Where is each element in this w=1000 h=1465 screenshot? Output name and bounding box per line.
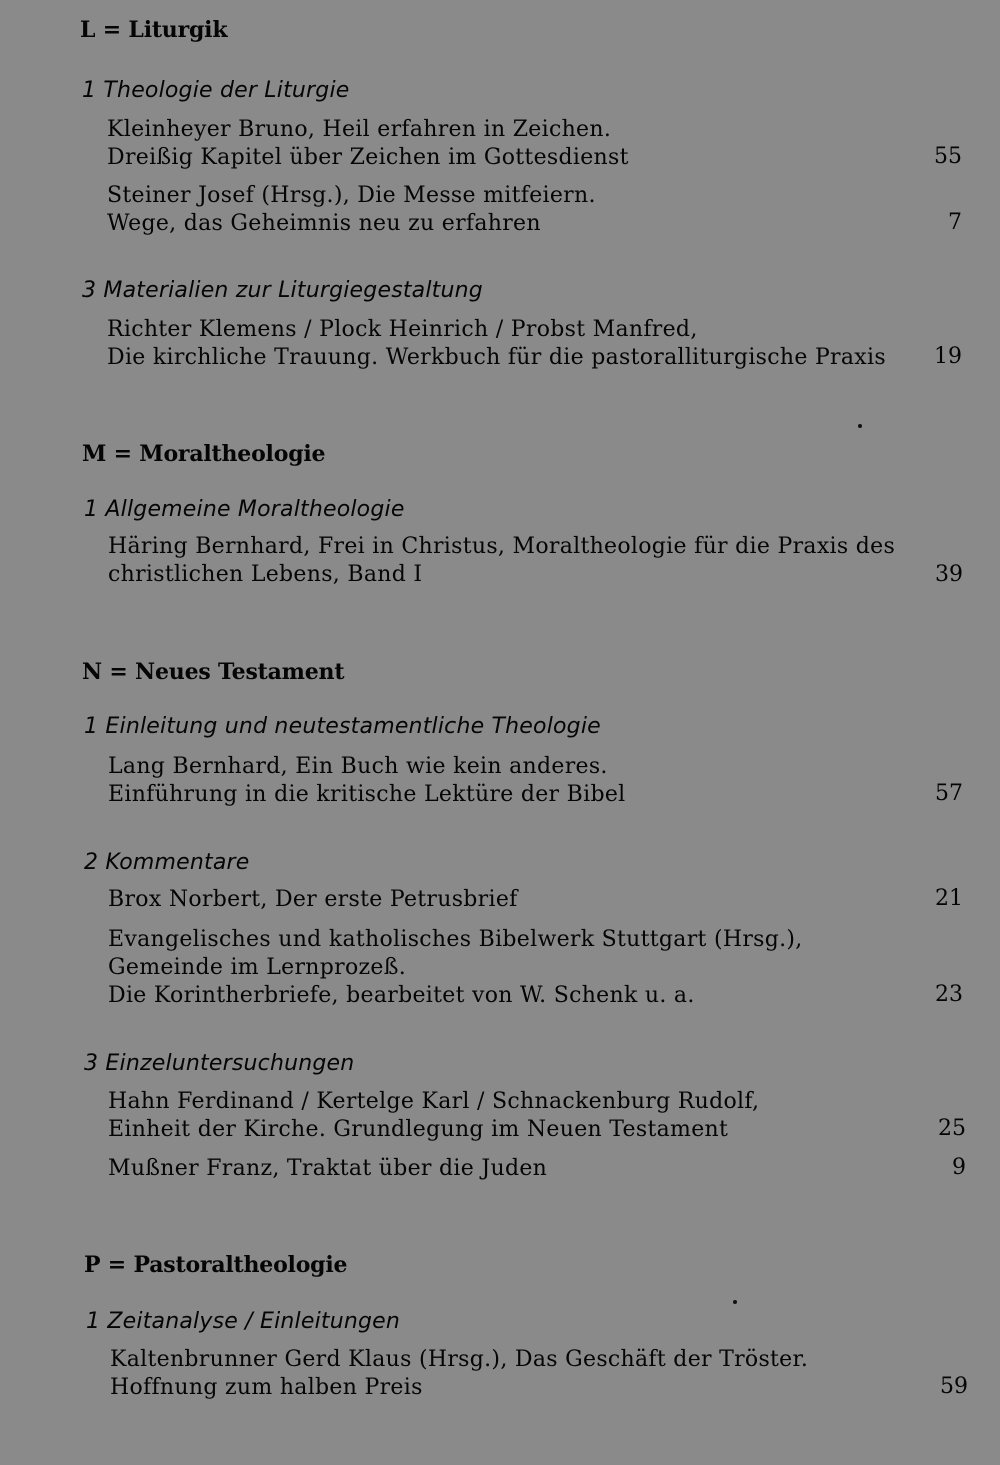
page-number: 21 — [935, 886, 963, 911]
subsection-title: Einzeluntersuchungen — [105, 1051, 355, 1076]
page-number: 23 — [935, 982, 963, 1007]
page-number: 39 — [935, 562, 963, 587]
subsection-number: 1 — [86, 1309, 101, 1334]
entry-line: Kaltenbrunner Gerd Klaus (Hrsg.), Das Geschäft der Tröster. — [110, 1347, 809, 1372]
subsection-number: 3 — [82, 278, 97, 303]
index-entry — [107, 182, 596, 238]
page-number: 9 — [952, 1155, 966, 1180]
entry-line: Einheit der Kirche. Grundlegung im Neuen Testament — [108, 1117, 729, 1142]
entry-line: Richter Klemens / Plock Heinrich / Probst Manfred, — [107, 317, 698, 342]
section-heading: N = Neues Testament — [82, 659, 345, 685]
subsection-number: 1 — [84, 497, 99, 522]
subsection-number: 3 — [84, 1051, 99, 1076]
index-entry — [108, 1155, 547, 1183]
subsection-number: 1 — [82, 78, 97, 103]
subsection-heading — [84, 497, 405, 522]
subsection-heading — [84, 714, 601, 739]
entry-line: Hahn Ferdinand / Kertelge Karl / Schnackenburg Rudolf, — [108, 1089, 760, 1114]
entry-line: Gemeinde im Lernprozeß. — [108, 955, 407, 980]
entry-line: Steiner Josef (Hrsg.), Die Messe mitfeiern. — [107, 183, 596, 208]
page-number: 25 — [938, 1116, 966, 1141]
subsection-title: Einleitung und neutestamentliche Theologie — [105, 714, 601, 739]
entry-line: Mußner Franz, Traktat über die Juden — [108, 1156, 548, 1181]
subsection-heading — [84, 850, 250, 875]
subsection-title: Theologie der Liturgie — [103, 78, 350, 103]
page-number: 19 — [934, 344, 962, 369]
index-entry — [108, 753, 626, 809]
speck-mark — [733, 1300, 737, 1304]
entry-line: Einführung in die kritische Lektüre der Bibel — [108, 782, 626, 807]
page-number: 7 — [948, 210, 962, 235]
subsection-title: Zeitanalyse / Einleitungen — [107, 1309, 401, 1334]
page-number: 55 — [934, 144, 962, 169]
index-entry — [108, 533, 895, 589]
index-entry — [108, 926, 803, 1010]
index-entry — [107, 116, 629, 172]
subsection-heading — [86, 1309, 400, 1334]
index-entry — [108, 886, 518, 914]
subsection-number: 2 — [84, 850, 99, 875]
entry-line: Kleinheyer Bruno, Heil erfahren in Zeichen. — [107, 117, 612, 142]
section-heading: L = Liturgik — [80, 17, 228, 43]
entry-line: christlichen Lebens, Band I — [108, 562, 423, 587]
subsection-heading — [84, 1051, 354, 1076]
index-entry — [110, 1346, 808, 1402]
speck-mark — [858, 424, 862, 428]
index-entry — [107, 316, 886, 372]
entry-line: Die kirchliche Trauung. Werkbuch für die pastoralliturgische Praxis — [107, 345, 886, 370]
subsection-number: 1 — [84, 714, 99, 739]
page-number: 59 — [940, 1374, 968, 1399]
entry-line: Evangelisches und katholisches Bibelwerk Stuttgart (Hrsg.), — [108, 927, 803, 952]
entry-line: Häring Bernhard, Frei in Christus, Moraltheologie für die Praxis des — [108, 534, 896, 559]
section-heading: M = Moraltheologie — [82, 441, 326, 467]
section-heading: P = Pastoraltheologie — [84, 1252, 348, 1278]
entry-line: Die Korintherbriefe, bearbeitet von W. Schenk u. a. — [108, 983, 695, 1008]
subsection-title: Kommentare — [105, 850, 250, 875]
index-entry — [108, 1088, 759, 1144]
page-number: 57 — [935, 781, 963, 806]
entry-line: Wege, das Geheimnis neu zu erfahren — [107, 211, 541, 236]
entry-line: Lang Bernhard, Ein Buch wie kein anderes. — [108, 754, 608, 779]
entry-line: Dreißig Kapitel über Zeichen im Gottesdienst — [107, 145, 629, 170]
subsection-title: Allgemeine Moraltheologie — [105, 497, 405, 522]
entry-line: Hoffnung zum halben Preis — [110, 1375, 423, 1400]
subsection-heading — [82, 78, 350, 103]
subsection-title: Materialien zur Liturgiegestaltung — [103, 278, 483, 303]
entry-line: Brox Norbert, Der erste Petrusbrief — [108, 887, 518, 912]
subsection-heading — [82, 278, 483, 303]
